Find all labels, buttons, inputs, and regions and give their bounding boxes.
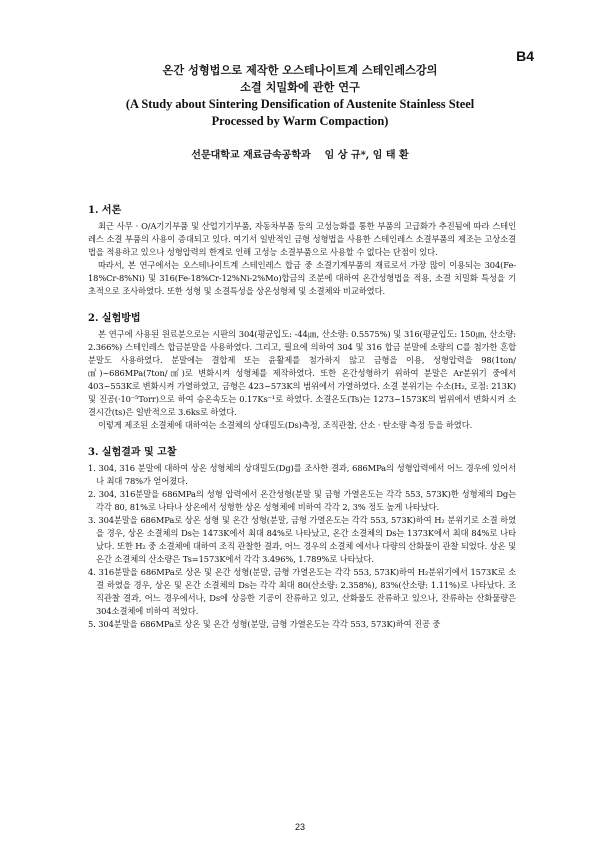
session-badge: B4 xyxy=(516,48,534,64)
result-item-5: 5. 304분말을 686MPa로 상온 및 온간 성형(분말, 금형 가열온도는 각각 553, 573K)하여 진공 중 xyxy=(88,619,441,629)
korean-title-line-2: 소결 치밀화에 관한 연구 xyxy=(240,80,360,94)
section-heading-results: 3. 실험결과 및 고찰 xyxy=(88,447,177,458)
result-item-1: 1. 304, 316 분말에 대하여 상온 성형체의 상대밀도(Dg)를 조사한 결과, 686MPa의 성형압력에서 어느 경우에 있어서나 최대 78%가 얻어졌다. xyxy=(88,463,516,486)
section-heading-introduction: 1. 서론 xyxy=(88,205,122,216)
authors-line: 선문대학교 재료금속공학과 임 상 규*, 임 태 환 xyxy=(191,150,409,161)
title-block xyxy=(80,62,520,130)
english-title-line-1: (A Study about Sintering Densification of Austenite Stainless Steel xyxy=(125,97,475,111)
result-item-3: 3. 304분말을 686MPa로 상온 성형 및 온간 성형(분말, 금형 가열온도는 각각 553, 573K)하여 H₂ 분위기로 소결 하였을 경우, 상온 소결체의 Ds는 1473K에서 최대 84%로 나타났고, 온간 소결체의 Ds는 1373K에서 최대 84%로 나타났다. 또한 H₂ 중 소결체에 대하여 조직 관찰한 결과, 어느 경우의 소결체 에서나 다량의 산화물이 관찰 되었다. 상온 및 온간 소결체의 산소량은 Ts=1573K에서 각각 3.496%, 1.789%로 나타났다. xyxy=(88,515,516,564)
english-title-line-2: Processed by Warm Compaction) xyxy=(211,114,389,128)
intro-paragraph-1: 최근 사무 · O/A기기부품 및 산업기기부품, 자동차부품 등의 고성능화를 통한 부품의 고급화가 추진됨에 따라 스테인레스 소결 부품의 사용이 증대되고 있다. 여기서 일반적인 금형 성형법을 사용한 스테인레스 소결부품의 제조는 고상소결법을 적용하고 있으나 성형압력의 한계로 인해 고성능 소결부품으로 사용할 수 없다는 단점이 있다. xyxy=(88,221,516,257)
body-content xyxy=(88,204,516,631)
methods-paragraph-2: 이렇게 제조된 소결체에 대하여는 소결체의 상대밀도(Ds)측정, 조직관찰, 산소 · 탄소량 측정 등을 하였다. xyxy=(98,420,473,430)
result-item-2: 2. 304, 316분말을 686MPa의 성형 압력에서 온간성형(분말 및 금형 가열온도는 각각 553, 573K)한 성형체의 Dg는 각각 80, 81%로 나타나 상온에서 성형한 상온 성형체에 비하여 각각 2, 3% 정도 높게 나타났다. xyxy=(88,489,516,512)
results-list xyxy=(88,462,516,631)
methods-paragraph-1: 본 연구에 사용된 원료분으로는 시판의 304(평균입도: -44㎛, 산소량: 0.5575%) 및 316(평균입도: 150㎛, 산소량: 2.366%) 스테인레스 합금분말을 사용하였다. 그리고, 필요에 의하여 304 및 316 합금 분말에 소량의 C를 첨가한 혼합분말도 사용하였다. 분말에는 결합제 또는 윤활제를 첨가하지 않고 금형을 이용, 성형압력을 98(1ton/㎠)~686MPa(7ton/㎠)로 변화시켜 성형체를 제작하였다. 또한 온간성형하기 위하여 분말은 Ar분위기 중에서 403~553K로 변화시켜 가열하였고, 금형은 423~573K의 범위에서 가열하였다. 소결 분위기는 수소(H₂, 로점: 213K) 및 진공(·10⁻⁵Torr)으로 하여 승온속도는 0.17Ks⁻¹로 하였다. 소결온도(Ts)는 1273~1573K의 범위에서 변화시켜 소결시간(ts)은 일반적으로 3.6ks로 하였다. xyxy=(88,329,516,417)
intro-paragraph-2: 따라서, 본 연구에서는 오스테나이트계 스테인레스 합금 중 소결기계부품의 재료로서 가장 많이 이용되는 304(Fe-18%Cr-8%Ni) 및 316(Fe-18%Cr-12%Ni-2%Mo)합금의 조분에 대하여 온간성형법을 적용, 소결 치밀화 특성을 기초적으로 조사하였다. 또한 성형 및 소결특성을 상온성형체 및 소결체와 비교하였다. xyxy=(88,260,516,296)
section-heading-methods: 2. 실험방법 xyxy=(88,313,141,324)
page-number: 23 xyxy=(294,822,305,832)
result-item-4: 4. 316분말을 686MPa로 상온 및 온간 성형(분말, 금형 가열온도는 각각 553, 573K)하여 H₂분위기에서 1573K로 소결 하였을 경우, 상온 및 온간 소결체의 Ds는 각각 최대 80(산소량: 2.358%), 83%(산소량: 1.11%)로 나타났다. 조직관찰 결과, 어느 경우에서나, Ds에 상응한 기공이 잔류하고 있고, 산화물도 잔류하고 있으나, 잔류하는 산화물량은 304소결체에 비하여 적었다. xyxy=(88,567,516,616)
korean-title-line-1: 온간 성형법으로 제작한 오스테나이트계 스테인레스강의 xyxy=(162,63,438,77)
